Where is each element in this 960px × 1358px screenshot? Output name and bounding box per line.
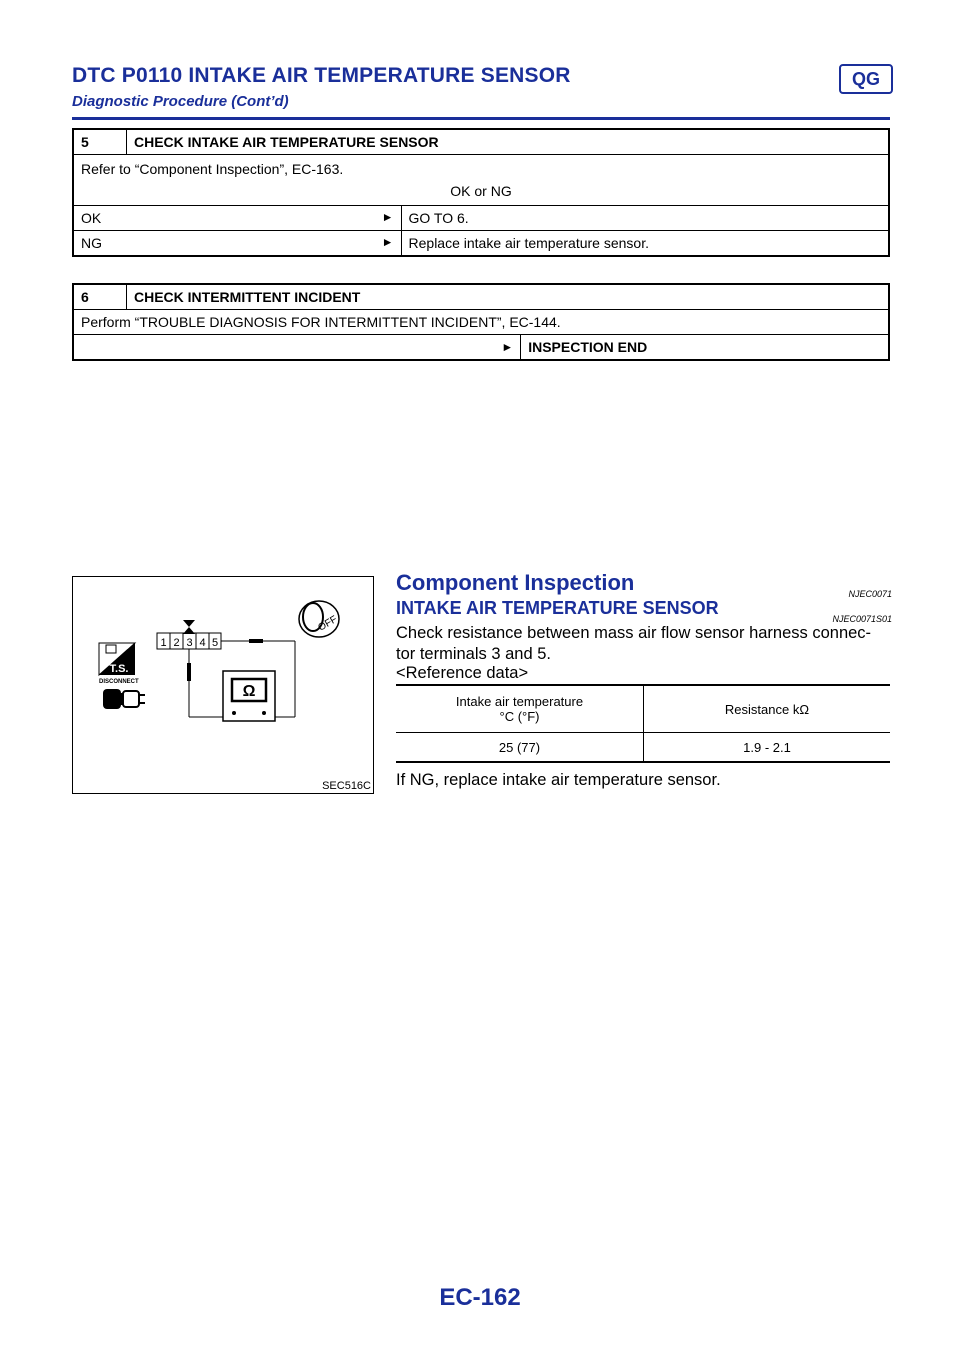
disconnect-label: DISCONNECT	[99, 679, 139, 685]
page-title: DTC P0110 INTAKE AIR TEMPERATURE SENSOR	[72, 64, 571, 87]
ts-icon	[99, 643, 135, 675]
step-5-instruction-row	[73, 155, 889, 206]
step-5-table	[72, 128, 890, 257]
arrow-right-icon: ►	[381, 210, 394, 224]
pin-2-label: 2	[173, 637, 180, 649]
step-6-result-arrow-cell	[73, 335, 521, 361]
temperature-header-line1: Intake air temperature	[455, 694, 584, 709]
arrow-right-icon: ►	[381, 235, 394, 249]
subsection-code: NJEC0071S01	[832, 614, 892, 624]
step-5-ok-action: GO TO 6.	[401, 206, 889, 231]
section-code: NJEC0071	[848, 589, 892, 599]
wiring-figure	[72, 576, 374, 794]
ng-note: If NG, replace intake air temperature sensor.	[396, 771, 721, 789]
step-5-ng-key-cell	[73, 231, 401, 257]
pin-1-label: 1	[160, 637, 167, 649]
harness-connector	[157, 620, 221, 649]
step-5-instruction: Refer to “Component Inspection”, EC-163.	[81, 161, 344, 177]
step-5-result-ok	[73, 206, 889, 231]
disconnect-plug-icon	[103, 689, 145, 709]
step-6-number: 6	[73, 284, 127, 310]
page-subtitle: Diagnostic Procedure (Cont’d)	[72, 93, 289, 110]
ohmmeter	[223, 671, 275, 721]
step-6-title: CHECK INTERMITTENT INCIDENT	[127, 284, 890, 310]
step-6-result-row	[73, 335, 889, 361]
page-number: EC-162	[439, 1284, 521, 1311]
pin-4-label: 4	[199, 637, 206, 649]
resistance-check-diagram	[73, 577, 373, 793]
ignition-key-off-icon	[299, 601, 339, 637]
section-title: Component Inspection	[396, 570, 635, 595]
step-5-ng-key: NG	[81, 235, 102, 251]
step-6-table	[72, 283, 890, 361]
engine-badge: QG	[839, 64, 893, 94]
step-5-ok-key-cell	[73, 206, 401, 231]
step-6-instruction: Perform “TROUBLE DIAGNOSIS FOR INTERMITTENT INCIDENT”, EC-144.	[73, 310, 889, 335]
inspection-text: Check resistance between mass air flow sensor harness connec-tor terminals 3 and 5.	[396, 624, 872, 663]
step-6-header-row	[73, 284, 889, 310]
ohm-symbol: Ω	[242, 683, 256, 700]
pin-3-label: 3	[186, 637, 193, 649]
step-5-title: CHECK INTAKE AIR TEMPERATURE SENSOR	[127, 129, 890, 155]
step-6-result: INSPECTION END	[521, 335, 889, 361]
arrow-right-icon: ►	[501, 340, 514, 354]
figure-caption: SEC516C	[322, 780, 371, 792]
header-rule	[72, 117, 890, 120]
off-label: OFF	[316, 614, 340, 634]
reference-label: <Reference data>	[396, 664, 529, 682]
step-5-ok-key: OK	[81, 210, 102, 226]
reference-table	[396, 684, 890, 763]
step-5-question: OK or NG	[450, 183, 512, 199]
step-5-header-row	[73, 129, 889, 155]
pin-5-label: 5	[211, 637, 219, 649]
temperature-header	[396, 685, 644, 733]
ts-label: T.S.	[109, 663, 129, 675]
reference-table-header	[396, 685, 890, 733]
step-5-instruction-cell	[73, 155, 889, 206]
step-5-ng-action: Replace intake air temperature sensor.	[401, 231, 889, 257]
temperature-header-line2: °C (°F)	[499, 709, 540, 724]
step-6-instruction-row	[73, 310, 889, 335]
subsection-title: INTAKE AIR TEMPERATURE SENSOR	[396, 598, 719, 618]
resistance-header: Resistance kΩ	[644, 685, 891, 733]
resistance-value: 1.9 - 2.1	[743, 739, 791, 755]
step-5-number: 5	[73, 129, 127, 155]
step-5-result-ng	[73, 231, 889, 257]
table-row	[396, 733, 890, 763]
temperature-value: 25 (77)	[396, 733, 644, 763]
